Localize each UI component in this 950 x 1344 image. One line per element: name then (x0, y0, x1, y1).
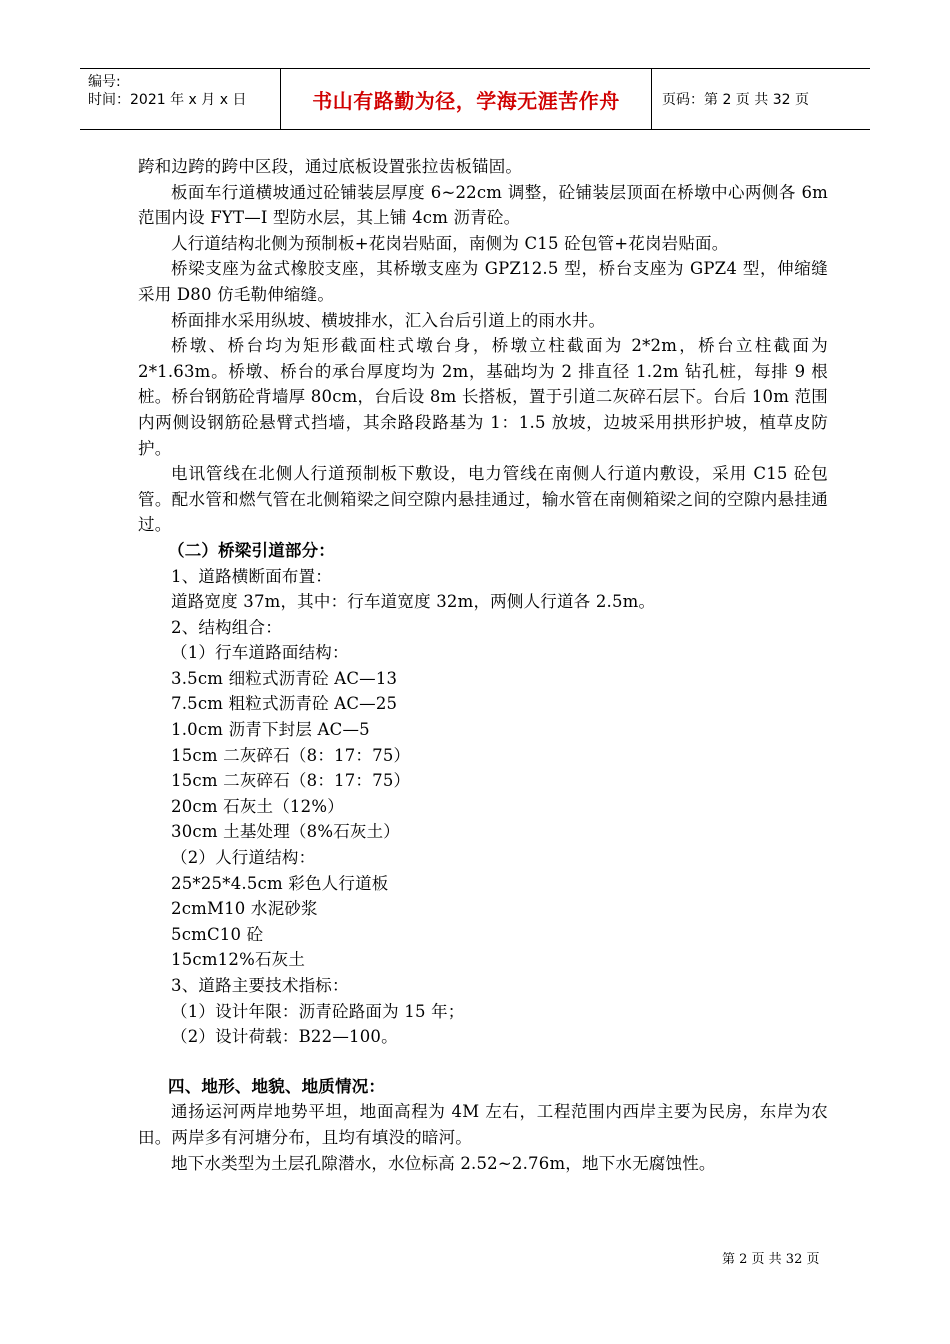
list-line: （2）设计荷载：B22—100。 (171, 1027, 398, 1047)
section-heading-bridge-approach: （二）桥梁引道部分： (168, 540, 335, 560)
list-line: 道路宽度 37m，其中：行车道宽度 32m，两侧人行道各 2.5m。 (171, 592, 656, 612)
list-line: 1、道路横断面布置： (171, 566, 332, 586)
list-line: 3.5cm 细粒式沥青砼 AC—13 (171, 668, 398, 688)
body-paragraph: 桥墩、桥台均为矩形截面柱式墩台身，桥墩立柱截面为 2*2m，桥台立柱截面为 2*1.63m。桥墩、桥台的承台厚度均为 2m，基础均为 2 排直径 1.2m 钻孔桩，每排 9 根桩。桥台钢筋砼背墙厚 80cm，台后设 8m 长搭板，置于引道二灰碎石层下。台后 10m 范围内两侧设钢筋砼悬臂式挡墙，其余路段路基为 1：1.5 放坡，边坡采用拱形护坡，植草皮防护。 (138, 336, 828, 458)
list-line: （2）人行道结构： (171, 848, 316, 868)
list-line: 25*25*4.5cm 彩色人行道板 (171, 873, 389, 893)
body-paragraph: 通扬运河两岸地势平坦，地面高程为 4M 左右，工程范围内西岸主要为民房，东岸为农田。两岸多有河塘分布，且均有填没的暗河。 (138, 1102, 828, 1147)
list-line: （1）行车道路面结构： (171, 643, 349, 663)
header-page-info: 页码：第 2 页 共 32 页 (662, 92, 809, 108)
body-paragraph: 跨和边跨的跨中区段，通过底板设置张拉齿板锚固。 (138, 157, 523, 176)
body-paragraph: 人行道结构北侧为预制板+花岗岩贴面，南侧为 C15 砼包管+花岗岩贴面。 (171, 233, 729, 253)
list-line: 20cm 石灰土（12%） (171, 796, 344, 816)
header-meta (88, 69, 280, 133)
document-body (138, 154, 828, 1176)
body-paragraph: 板面车行道横坡通过砼铺装层厚度 6~22cm 调整，砼铺装层顶面在桥墩中心两侧各 6m 范围内设 FYT—I 型防水层，其上铺 4cm 沥青砼。 (138, 182, 828, 228)
list-line: 7.5cm 粗粒式沥青砼 AC—25 (171, 694, 398, 714)
document-date: 时间：2021 年 x 月 x 日 (88, 92, 247, 108)
body-paragraph: 地下水类型为土层孔隙潜水，水位标高 2.52~2.76m，地下水无腐蚀性。 (171, 1153, 716, 1173)
list-line: 2cmM10 水泥砂浆 (171, 899, 318, 919)
list-line: 1.0cm 沥青下封层 AC—5 (171, 720, 370, 740)
body-paragraph: 电讯管线在北侧人行道预制板下敷设，电力管线在南侧人行道内敷设，采用 C15 砼包管。配水管和燃气管在北侧箱梁之间空隙内悬挂通过，输水管在南侧箱梁之间的空隙内悬挂通过。 (138, 464, 828, 535)
header-motto: 书山有路勤为径，学海无涯苦作舟 (280, 69, 652, 129)
list-line: （1）设计年限：沥青砼路面为 15 年； (171, 1001, 465, 1021)
document-header (80, 68, 870, 130)
list-line: 5cmC10 砼 (171, 924, 264, 944)
list-line: 2、结构组合： (171, 617, 282, 637)
list-line: 15cm12%石灰土 (171, 950, 306, 970)
section-spacer (138, 1050, 828, 1074)
list-line: 15cm 二灰碎石（8：17：75） (171, 771, 411, 791)
list-line: 30cm 土基处理（8%石灰土） (171, 822, 401, 842)
body-paragraph: 桥面排水采用纵坡、横坡排水，汇入台后引道上的雨水井。 (171, 310, 606, 330)
body-paragraph: 桥梁支座为盆式橡胶支座，其桥墩支座为 GPZ12.5 型，桥台支座为 GPZ4 型，伸缩缝采用 D80 仿毛勒伸缩缝。 (138, 259, 828, 304)
list-line: 3、道路主要技术指标： (171, 976, 349, 995)
section-heading-terrain: 四、地形、地貌、地质情况： (168, 1076, 386, 1096)
document-number-label: 编号: (88, 74, 121, 90)
list-line: 15cm 二灰碎石（8：17：75） (171, 745, 411, 765)
page-footer: 第 2 页 共 32 页 (722, 1252, 820, 1267)
